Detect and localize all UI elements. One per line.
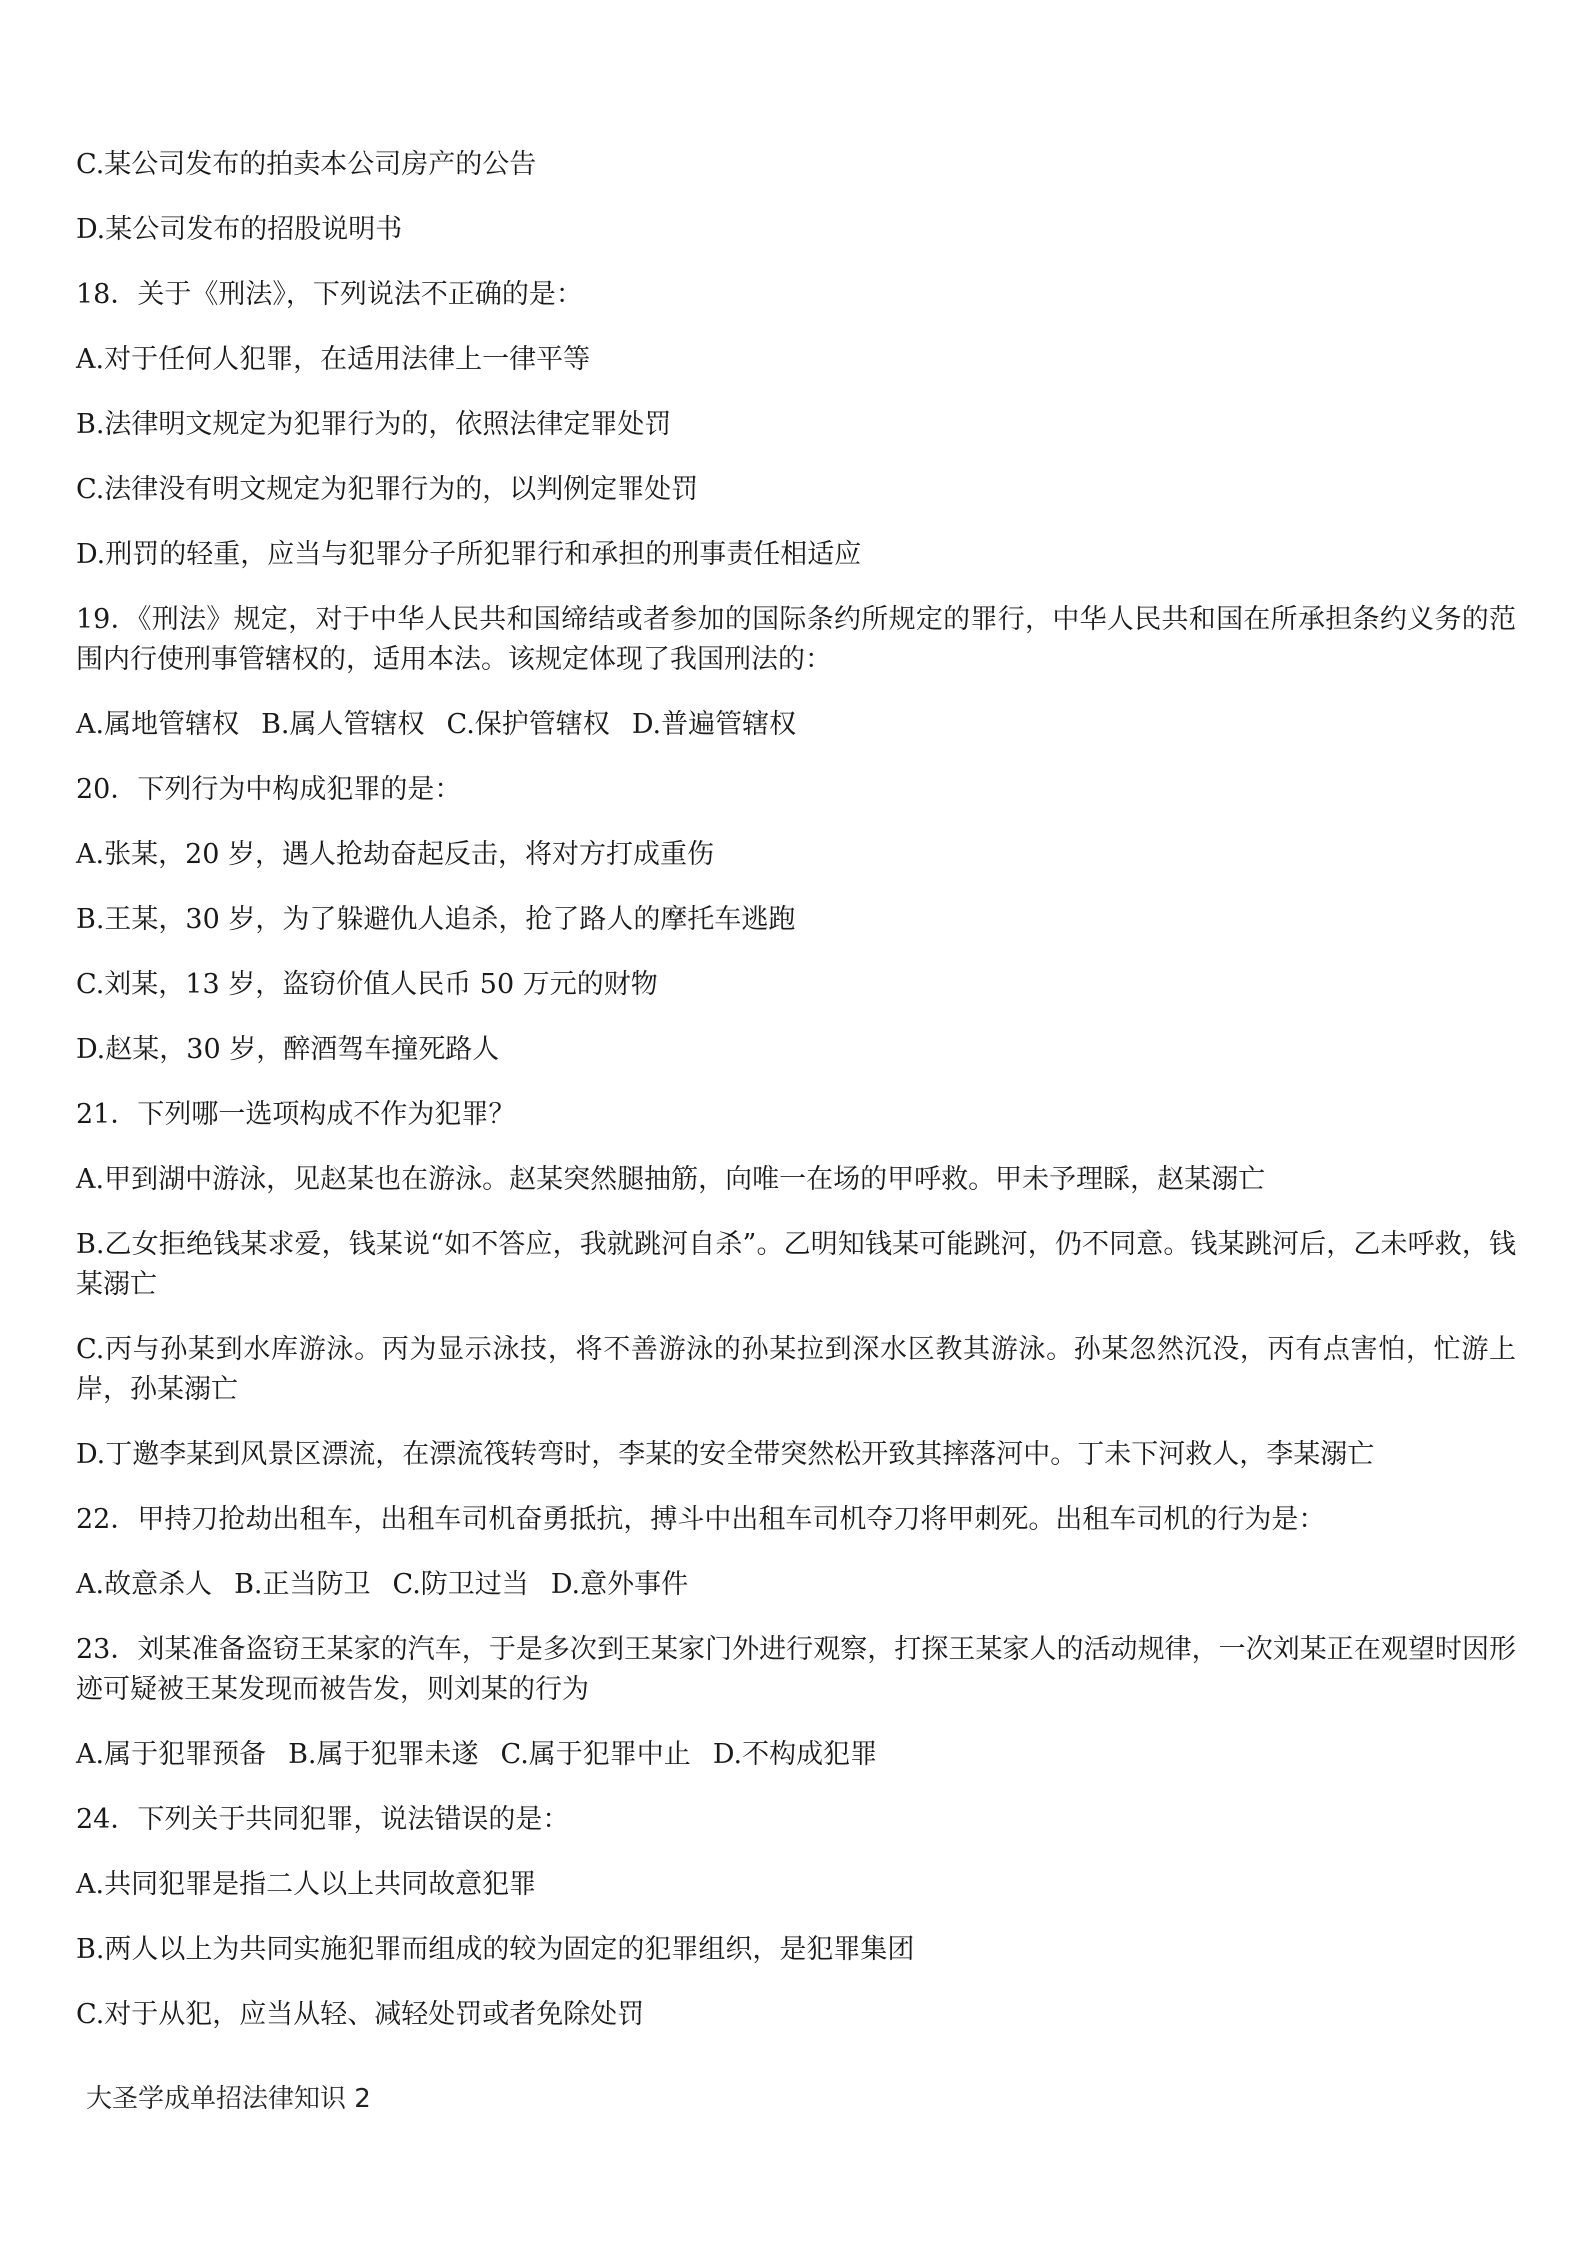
question-20: 20．下列行为中构成犯罪的是： [76, 774, 462, 805]
option-19a: A.属地管辖权 [76, 709, 240, 740]
option-18c: C.法律没有明文规定为犯罪行为的，以判例定罪处罚 [76, 474, 699, 505]
option-19c: C.保护管辖权 [446, 709, 610, 740]
options-23 [76, 1735, 1516, 1775]
question-19: 19．《刑法》规定，对于中华人民共和国缔结或者参加的国际条约所规定的罪行，中华人民共和国在所承担条约义务的范围内行使刑事管辖权的，适用本法。该规定体现了我国刑法的： [76, 604, 1516, 675]
question-18: 18．关于《刑法》，下列说法不正确的是： [76, 279, 583, 310]
option-20c: C.刘某，13 岁，盗窃价值人民币 50 万元的财物 [76, 969, 658, 1000]
option-23c: C.属于犯罪中止 [500, 1739, 691, 1770]
question-23: 23．刘某准备盗窃王某家的汽车，于是多次到王某家门外进行观察，打探王某家人的活动规律，一次刘某正在观望时因形迹可疑被王某发现而被告发，则刘某的行为 [76, 1634, 1516, 1705]
option-22a: A.故意杀人 [76, 1569, 213, 1600]
option-20a: A.张某，20 岁，遇人抢劫奋起反击，将对方打成重伤 [76, 839, 715, 870]
option-18d: D.刑罚的轻重，应当与犯罪分子所犯罪行和承担的刑事责任相适应 [76, 539, 862, 570]
options-19 [76, 705, 1516, 745]
option-24b: B.两人以上为共同实施犯罪而组成的较为固定的犯罪组织，是犯罪集团 [76, 1934, 915, 1965]
option-17c: C.某公司发布的拍卖本公司房产的公告 [76, 149, 537, 180]
option-22d: D.意外事件 [550, 1569, 689, 1600]
option-24c: C.对于从犯，应当从轻、减轻处罚或者免除处罚 [76, 1999, 645, 2030]
option-21c: C.丙与孙某到水库游泳。丙为显示泳技，将不善游泳的孙某拉到深水区教其游泳。孙某忽然沉没，丙有点害怕，忙游上岸，孙某溺亡 [76, 1334, 1516, 1405]
option-19d: D.普遍管辖权 [631, 709, 797, 740]
question-21: 21．下列哪一选项构成不作为犯罪？ [76, 1099, 516, 1130]
option-20b: B.王某，30 岁，为了躲避仇人追杀，抢了路人的摩托车逃跑 [76, 904, 796, 935]
option-20d: D.赵某，30 岁，醉酒驾车撞死路人 [76, 1034, 500, 1065]
question-24: 24．下列关于共同犯罪，说法错误的是： [76, 1804, 570, 1835]
option-18b: B.法律明文规定为犯罪行为的，依照法律定罪处罚 [76, 409, 672, 440]
option-22b: B.正当防卫 [234, 1569, 371, 1600]
page-footer: 大圣学成单招法律知识 2 [86, 2084, 371, 2114]
option-24a: A.共同犯罪是指二人以上共同故意犯罪 [76, 1869, 537, 1900]
option-23a: A.属于犯罪预备 [76, 1739, 267, 1770]
option-21d: D.丁邀李某到风景区漂流，在漂流筏转弯时，李某的安全带突然松开致其摔落河中。丁未下河救人，李某溺亡 [76, 1439, 1375, 1470]
document-body [76, 145, 1516, 2035]
option-23d: D.不构成犯罪 [712, 1739, 878, 1770]
option-21b: B.乙女拒绝钱某求爱，钱某说“如不答应，我就跳河自杀”。乙明知钱某可能跳河，仍不同意。钱某跳河后，乙未呼救，钱某溺亡 [76, 1229, 1516, 1300]
options-22 [76, 1565, 1516, 1605]
option-17d: D.某公司发布的招股说明书 [76, 214, 403, 245]
option-23b: B.属于犯罪未遂 [288, 1739, 479, 1770]
option-22c: C.防卫过当 [392, 1569, 529, 1600]
option-18a: A.对于任何人犯罪，在适用法律上一律平等 [76, 344, 591, 375]
option-19b: B.属人管辖权 [261, 709, 425, 740]
option-21a: A.甲到湖中游泳，见赵某也在游泳。赵某突然腿抽筋，向唯一在场的甲呼救。甲未予理睬，赵某溺亡 [76, 1164, 1266, 1195]
question-22: 22．甲持刀抢劫出租车，出租车司机奋勇抵抗，搏斗中出租车司机夺刀将甲刺死。出租车司机的行为是： [76, 1504, 1326, 1535]
